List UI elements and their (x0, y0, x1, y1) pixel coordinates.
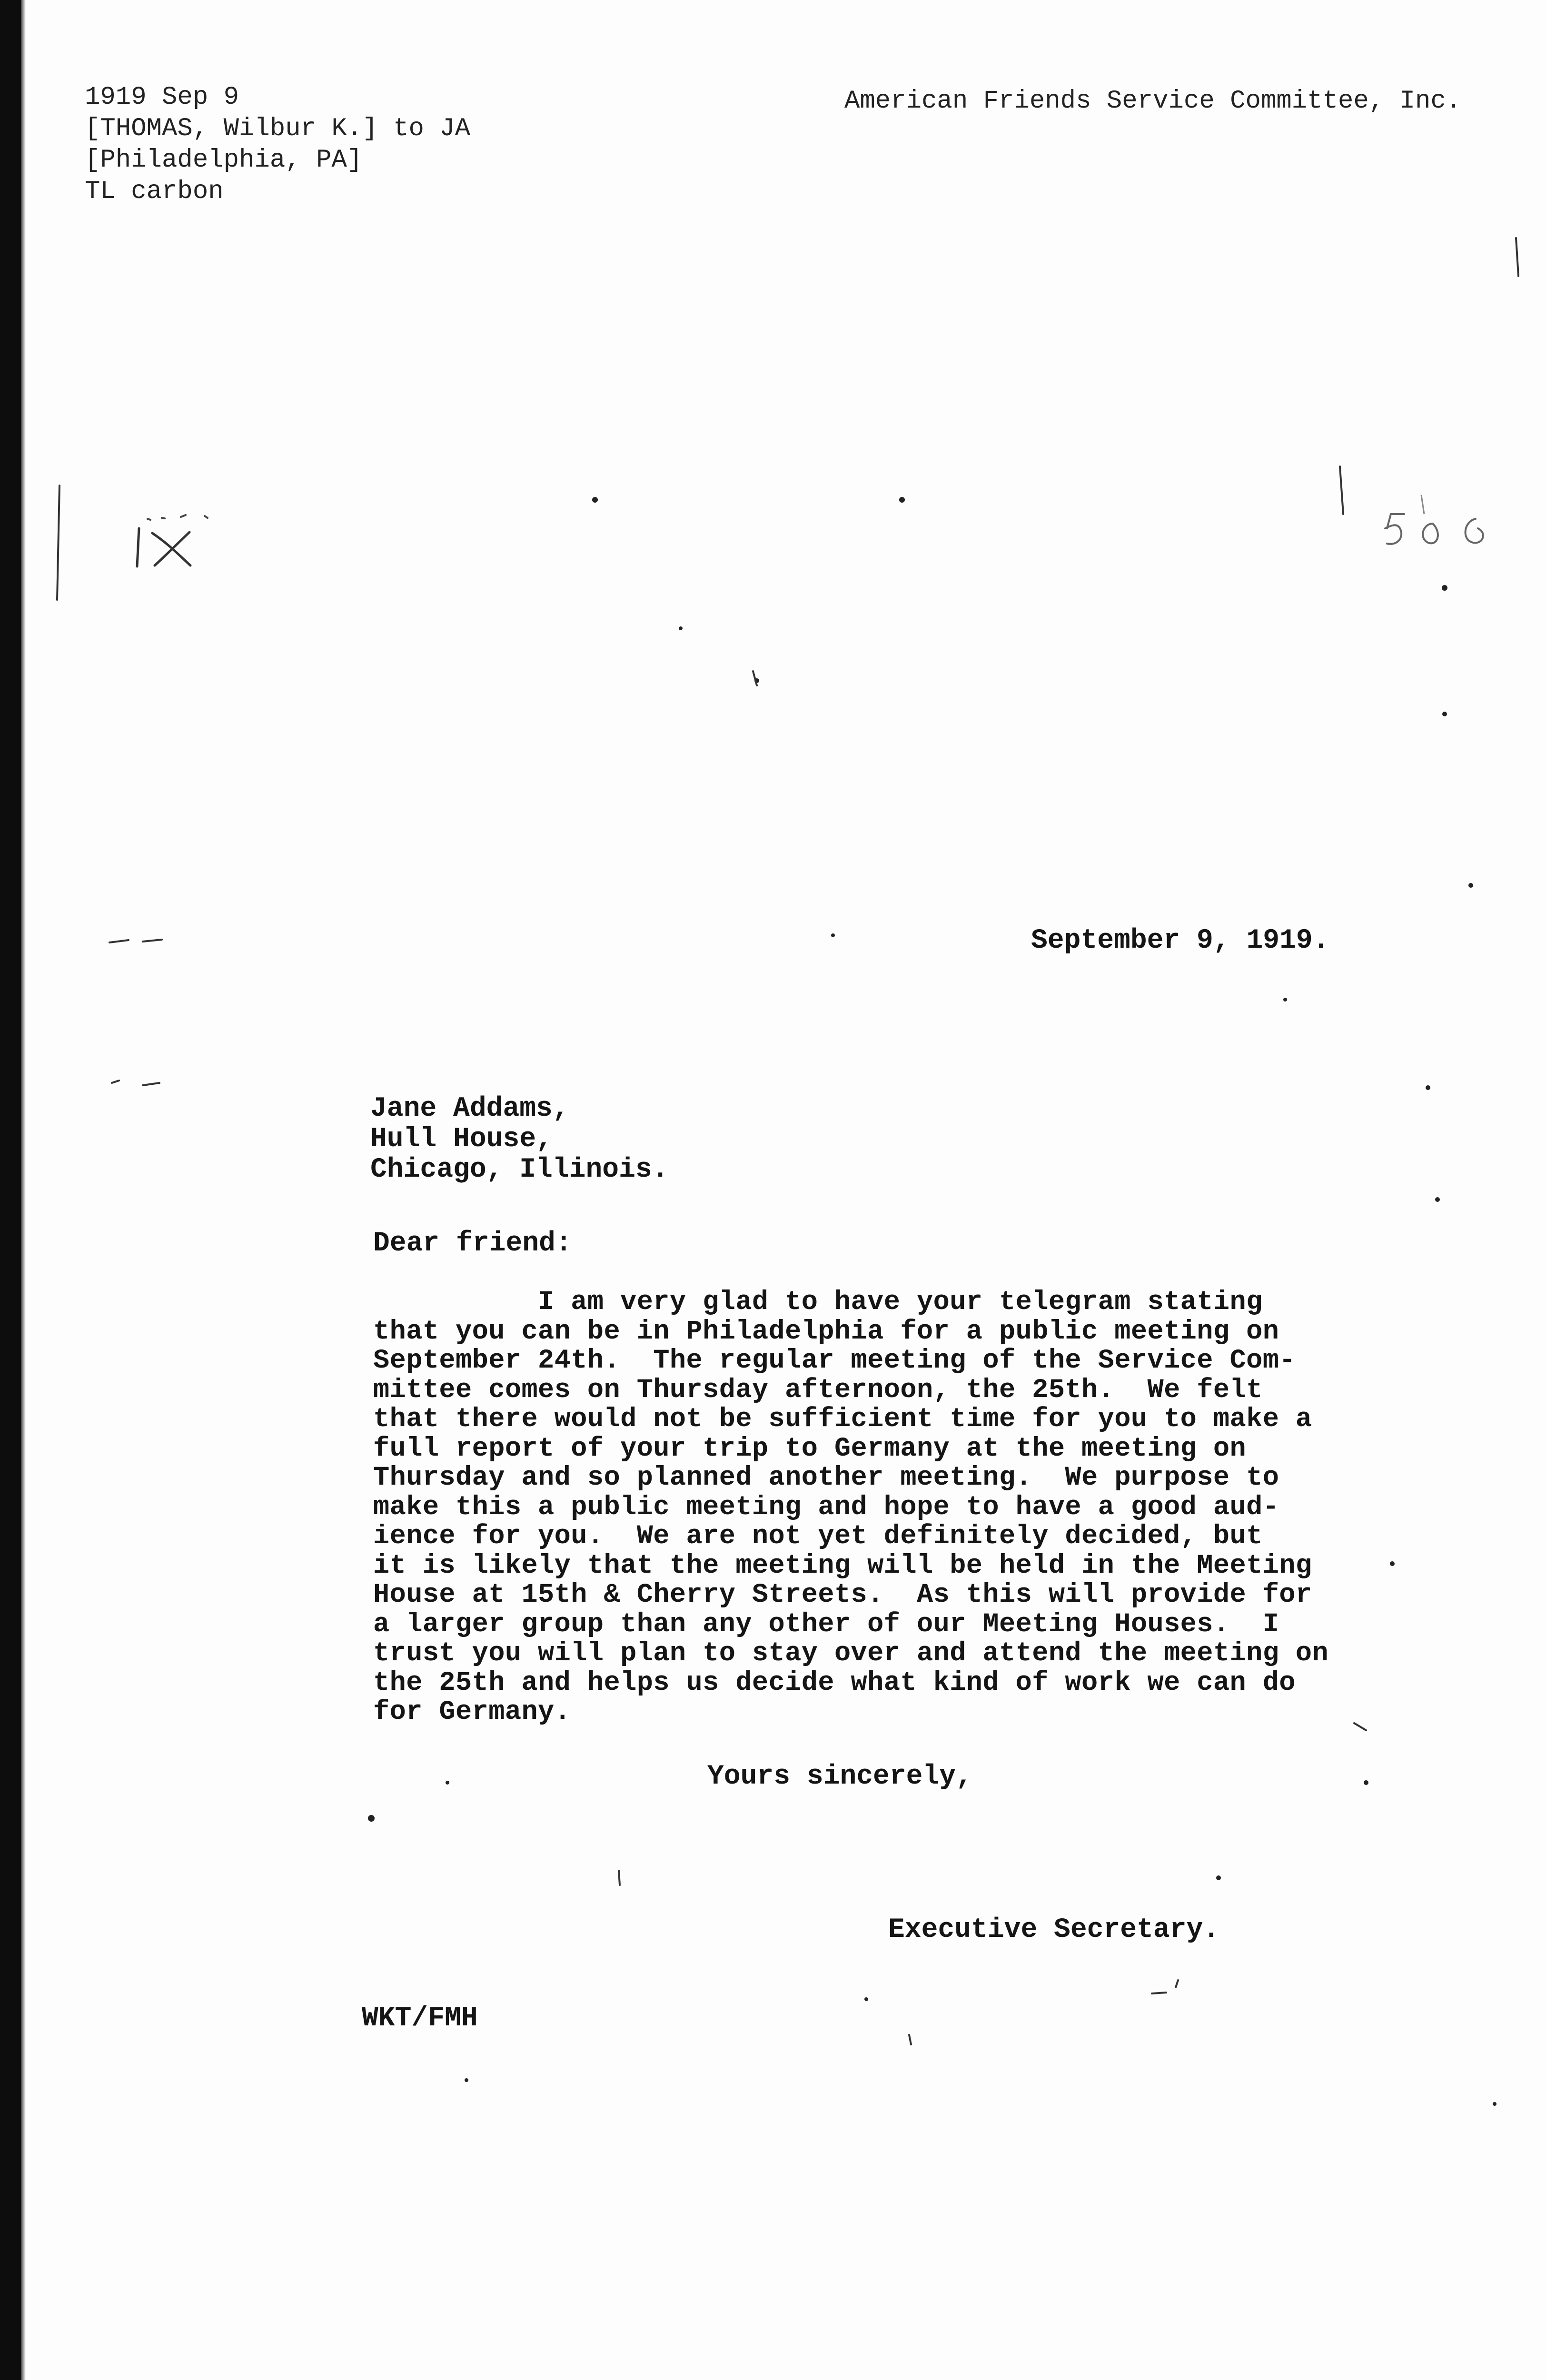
body-line: it is likely that the meeting will be held in the Meeting (373, 1550, 1312, 1581)
body-line: the 25th and helps us decide what kind of work we can do (373, 1667, 1296, 1698)
salutation: Dear friend: (373, 1228, 572, 1259)
body-line: make this a public meeting and hope to have a good aud- (373, 1492, 1279, 1523)
body-line: mittee comes on Thursday afternoon, the 25th. We felt (373, 1375, 1263, 1406)
body-line: that you can be in Philadelphia for a public meeting on (373, 1316, 1279, 1347)
closing: Yours sincerely, (707, 1761, 972, 1792)
body-line: trust you will plan to stay over and attend the meeting on (373, 1638, 1329, 1669)
body-line: that there would not be sufficient time for you to make a (373, 1404, 1312, 1435)
archive-header-type: TL carbon (85, 177, 224, 206)
signature-title: Executive Secretary. (888, 1914, 1220, 1945)
letter-date: September 9, 1919. (1031, 925, 1329, 956)
recipient-name: Jane Addams, (370, 1093, 569, 1124)
body-line: I am very glad to have your telegram stating (373, 1287, 1263, 1318)
archive-header-place: [Philadelphia, PA] (85, 146, 363, 175)
body-line: a larger group than any other of our Meeting Houses. I (373, 1609, 1279, 1640)
recipient-address-line2: Chicago, Illinois. (370, 1154, 669, 1185)
body-line: for Germany. (373, 1697, 571, 1727)
body-line: ience for you. We are not yet definitely decided, but (373, 1521, 1263, 1552)
archive-header-correspondents: [THOMAS, Wilbur K.] to JA (85, 114, 471, 143)
body-line: September 24th. The regular meeting of the Service Com- (373, 1346, 1296, 1376)
reference-initials: WKT/FMH (362, 2003, 478, 2034)
body-line: full report of your trip to Germany at the meeting on (373, 1433, 1247, 1464)
archive-header-date: 1919 Sep 9 (85, 83, 239, 112)
organization-name: American Friends Service Committee, Inc. (844, 87, 1462, 116)
body-line: House at 15th & Cherry Streets. As this will provide for (373, 1580, 1312, 1610)
body-line: Thursday and so planned another meeting. We purpose to (373, 1463, 1279, 1493)
corner-smudge (1409, 2370, 1546, 2380)
recipient-address-line1: Hull House, (370, 1124, 553, 1155)
